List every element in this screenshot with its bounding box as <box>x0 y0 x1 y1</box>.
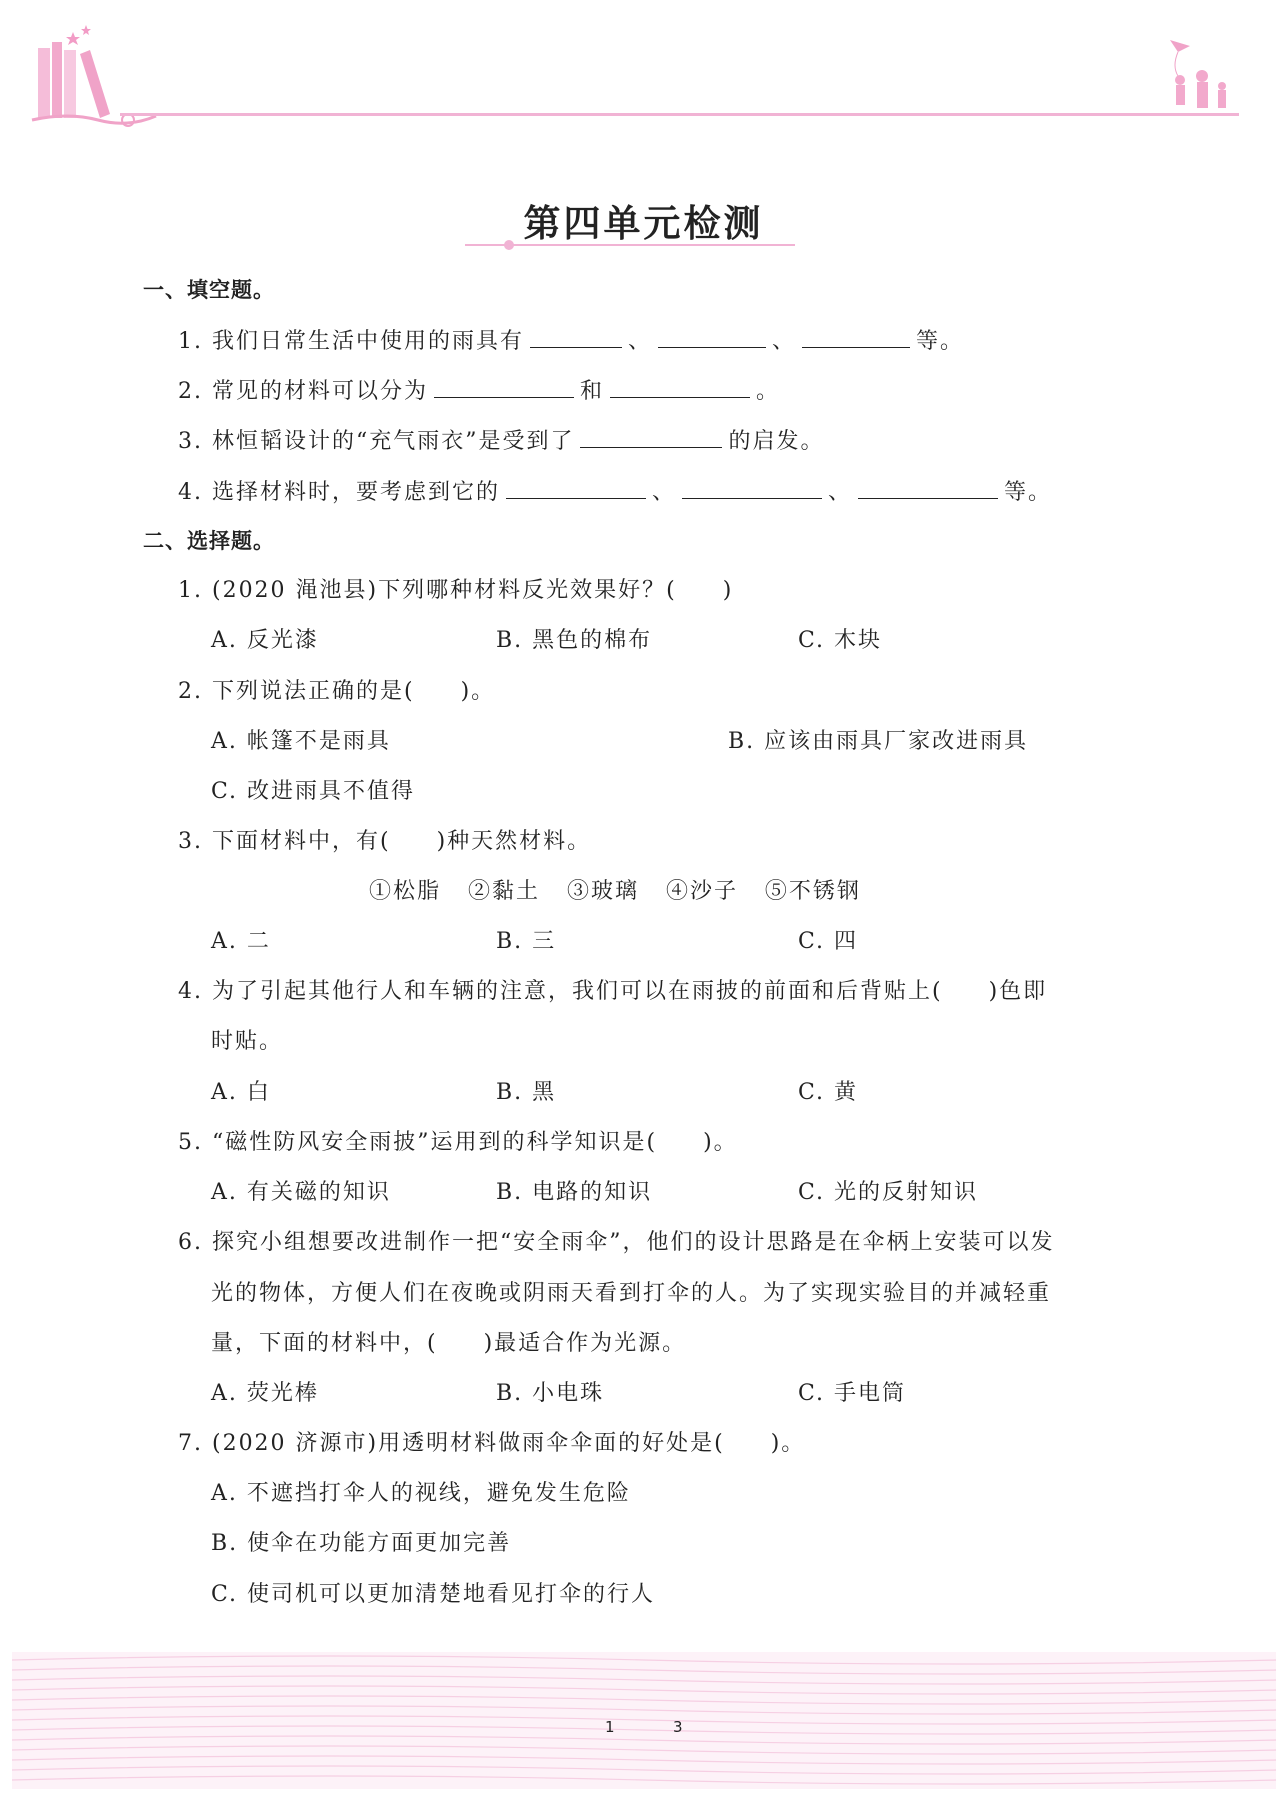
option-b[interactable]: B. 黑色的棉布 <box>496 628 653 653</box>
section-heading-choice: 二、选择题。 <box>143 529 275 553</box>
option-b[interactable]: B. 三 <box>496 929 557 954</box>
option-c[interactable]: C. 四 <box>798 929 859 954</box>
choice-question-2: 2. 下列说法正确的是( )。 <box>178 679 496 704</box>
question-continuation: 量，下面的材料中，( )最适合作为光源。 <box>211 1331 687 1356</box>
option-a[interactable]: A. 有关磁的知识 <box>211 1180 391 1205</box>
choice-question-4: 4. 为了引起其他行人和车辆的注意，我们可以在雨披的前面和后背贴上( )色即 <box>178 979 1048 1004</box>
answer-blank[interactable] <box>506 476 646 499</box>
page-number-digit: 1 <box>605 1718 615 1736</box>
choice-question-5: 5. “磁性防风安全雨披”运用到的科学知识是( )。 <box>178 1130 738 1155</box>
answer-blank[interactable] <box>610 375 750 398</box>
option-b[interactable]: B. 小电珠 <box>496 1381 605 1406</box>
option-c[interactable]: C. 手电筒 <box>798 1381 907 1406</box>
option-b[interactable]: B. 电路的知识 <box>496 1180 653 1205</box>
option-a[interactable]: A. 帐篷不是雨具 <box>211 729 391 754</box>
option-c[interactable]: C. 木块 <box>798 628 883 653</box>
option-a[interactable]: A. 白 <box>211 1080 271 1105</box>
option-c[interactable]: C. 改进雨具不值得 <box>211 779 416 804</box>
answer-blank[interactable] <box>858 476 998 499</box>
answer-blank[interactable] <box>580 425 722 448</box>
option-c[interactable]: C. 光的反射知识 <box>798 1180 979 1205</box>
choice-question-7: 7. (2020 济源市)用透明材料做雨伞伞面的好处是( )。 <box>178 1431 806 1456</box>
option-c[interactable]: C. 黄 <box>798 1080 859 1105</box>
choice-question-6: 6. 探究小组想要改进制作一把“安全雨伞”，他们的设计思路是在伞柄上安装可以发 <box>178 1230 1055 1255</box>
question-continuation: 光的物体，方便人们在夜晚或阴雨天看到打伞的人。为了实现实验目的并减轻重 <box>211 1281 1052 1306</box>
section-heading-fill: 一、填空题。 <box>143 278 275 302</box>
fill-question-2: 2. 常见的材料可以分为 和 。 <box>178 375 780 407</box>
answer-blank[interactable] <box>658 325 766 348</box>
option-b[interactable]: B. 黑 <box>496 1080 557 1105</box>
option-a[interactable]: A. 反光漆 <box>211 628 319 653</box>
page-title: 第四单元检测 <box>523 201 764 245</box>
wave-pattern <box>12 1652 1276 1789</box>
choice-question-3: 3. 下面材料中，有( )种天然材料。 <box>178 829 592 854</box>
answer-blank[interactable] <box>434 375 574 398</box>
question-continuation: 时贴。 <box>211 1029 284 1054</box>
answer-blank[interactable] <box>682 476 822 499</box>
children-kite-icon <box>1150 36 1240 118</box>
page-number-digit: 3 <box>673 1718 683 1736</box>
title-underline-decoration <box>465 240 795 250</box>
material-list: ①松脂 ②黏土 ③玻璃 ④沙子 ⑤不锈钢 <box>369 879 861 904</box>
option-a[interactable]: A. 不遮挡打伞人的视线，避免发生危险 <box>211 1481 631 1506</box>
answer-blank[interactable] <box>802 325 910 348</box>
footer-wave-band <box>12 1652 1276 1789</box>
choice-question-1: 1. (2020 渑池县)下列哪种材料反光效果好？( ) <box>178 578 734 603</box>
answer-blank[interactable] <box>530 325 622 348</box>
header-rule <box>120 113 1239 116</box>
option-c[interactable]: C. 使司机可以更加清楚地看见打伞的行人 <box>211 1582 656 1607</box>
fill-question-3: 3. 林恒韬设计的“充气雨衣”是受到了 的启发。 <box>178 425 825 457</box>
fill-question-1: 1. 我们日常生活中使用的雨具有 、 、 等。 <box>178 325 964 357</box>
option-a[interactable]: A. 二 <box>211 929 271 954</box>
option-b[interactable]: B. 使伞在功能方面更加完善 <box>211 1531 512 1556</box>
option-b[interactable]: B. 应该由雨具厂家改进雨具 <box>728 729 1029 754</box>
option-a[interactable]: A. 荧光棒 <box>211 1381 319 1406</box>
fill-question-4: 4. 选择材料时，要考虑到它的 、 、 等。 <box>178 476 1052 508</box>
